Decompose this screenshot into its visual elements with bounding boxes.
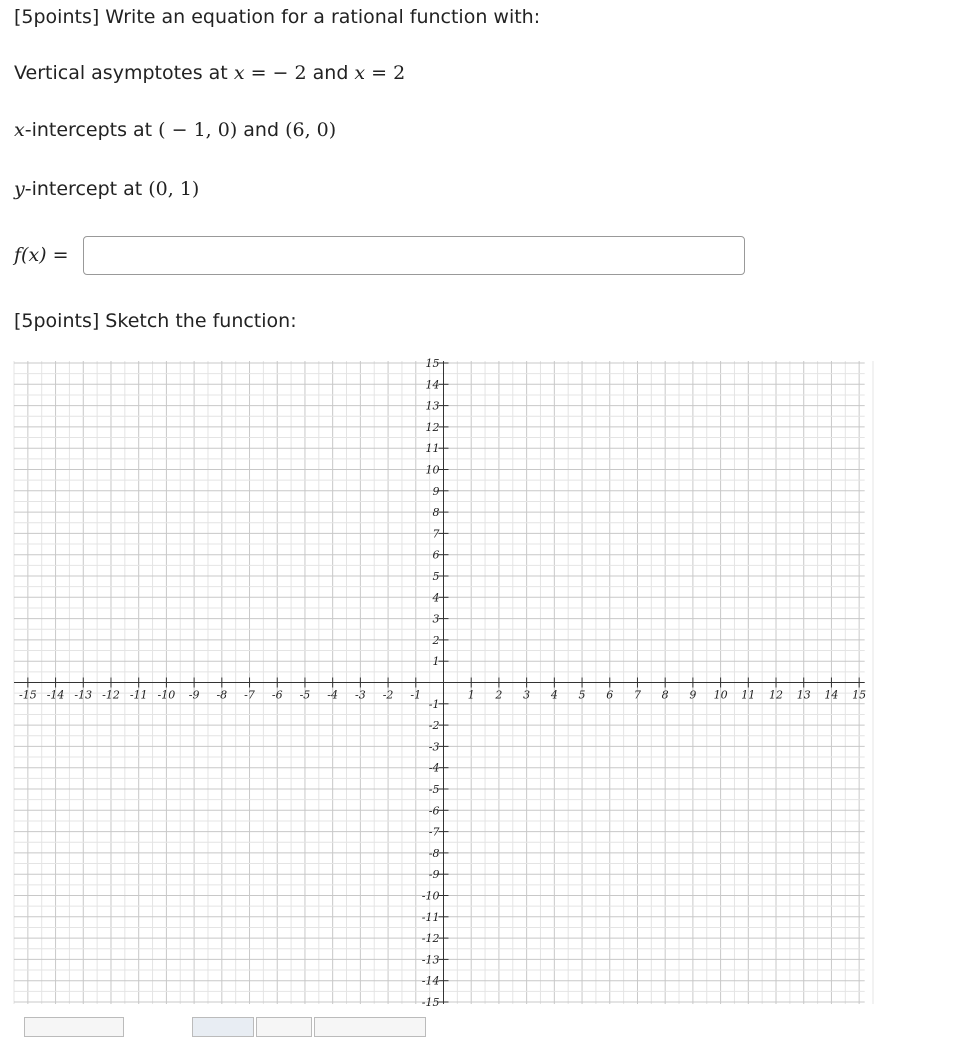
x-tick-label: -7	[244, 688, 255, 702]
sketch-graph[interactable]	[0, 355, 973, 1024]
va-eq-1: =	[244, 62, 273, 84]
x-tick-label: -9	[188, 688, 200, 702]
x-tick-label: -11	[129, 688, 148, 702]
y-tick-label: 7	[432, 527, 440, 541]
x-tick-label: -15	[18, 688, 37, 702]
tool-button-1[interactable]	[24, 1017, 124, 1037]
x-tick-label: 10	[713, 688, 728, 702]
xint-value-2: (6, 0)	[285, 119, 337, 141]
x-tick-label: 15	[852, 688, 867, 702]
va-var-2: x	[354, 62, 366, 84]
x-tick-label: 3	[523, 688, 531, 702]
y-tick-label: 1	[432, 655, 440, 669]
x-tick-label: -6	[271, 688, 283, 702]
tool-button-2[interactable]	[192, 1017, 254, 1037]
answer-row	[14, 244, 69, 266]
x-tick-label: -4	[327, 688, 339, 702]
x-tick-label: 4	[550, 688, 558, 702]
answer-input[interactable]	[83, 236, 745, 275]
x-tick-label: -8	[216, 688, 228, 702]
y-tick-label: 13	[425, 399, 440, 413]
x-tick-label: 2	[495, 688, 503, 702]
y-tick-label: 4	[432, 591, 440, 605]
va-value-1: − 2	[272, 62, 307, 84]
x-tick-label: 6	[606, 688, 614, 702]
y-tick-label: 15	[425, 357, 440, 370]
yint-label: -intercept at	[24, 178, 149, 200]
y-tick-label: -11	[421, 910, 440, 924]
vertical-asymptotes-line	[14, 62, 405, 84]
question1-prompt: [5points] Write an equation for a rational function with:	[14, 6, 541, 28]
y-tick-label: -3	[428, 740, 440, 754]
y-intercept-line	[14, 178, 199, 200]
x-tick-label: -10	[157, 688, 176, 702]
va-label: Vertical asymptotes at	[14, 62, 234, 84]
y-tick-label: -10	[421, 889, 440, 903]
y-tick-label: -15	[421, 996, 440, 1009]
va-eq-2: =	[365, 62, 394, 84]
y-tick-label: -9	[428, 868, 440, 882]
x-tick-label: 7	[633, 688, 641, 702]
x-tick-label: -3	[355, 688, 366, 702]
xint-label: -intercepts at	[24, 119, 159, 141]
x-tick-label: 11	[741, 688, 756, 702]
x-intercepts-line	[14, 119, 336, 141]
tool-button-3[interactable]	[256, 1017, 312, 1037]
answer-equals: =	[46, 244, 69, 266]
y-tick-label: -7	[428, 825, 440, 839]
y-tick-label: 6	[432, 548, 440, 562]
y-tick-label: -4	[428, 761, 440, 775]
y-tick-label: 9	[432, 484, 440, 498]
x-tick-label: -13	[74, 688, 93, 702]
x-tick-label: 9	[689, 688, 697, 702]
y-tick-label: -8	[428, 846, 440, 860]
x-tick-label: -14	[46, 688, 65, 702]
x-tick-label: -1	[410, 688, 422, 702]
y-tick-label: 5	[432, 570, 440, 583]
x-tick-label: 13	[796, 688, 811, 702]
y-tick-label: 3	[432, 612, 440, 626]
y-tick-label: -12	[421, 932, 440, 946]
va-value-2: 2	[393, 62, 406, 84]
x-tick-label: -12	[102, 688, 120, 702]
y-tick-label: -5	[428, 783, 440, 796]
y-tick-label: -13	[421, 953, 440, 967]
x-tick-label: 1	[467, 688, 475, 702]
tool-button-4[interactable]	[314, 1017, 426, 1037]
va-var-1: x	[233, 62, 245, 84]
xint-and: and	[237, 119, 286, 141]
x-tick-label: 12	[769, 688, 784, 702]
y-tick-label: 12	[425, 420, 440, 434]
x-tick-label: -2	[382, 688, 394, 702]
y-tick-label: -14	[421, 974, 440, 988]
x-tick-label: -5	[299, 688, 311, 702]
y-tick-label: -6	[428, 804, 440, 818]
va-and: and	[306, 62, 355, 84]
y-tick-label: 8	[432, 506, 440, 520]
graph-canvas[interactable]	[0, 355, 973, 1024]
answer-label: f(x)	[14, 244, 47, 266]
question2-prompt: [5points] Sketch the function:	[14, 310, 297, 332]
y-tick-label: -2	[428, 719, 440, 733]
y-tick-label: 2	[432, 633, 440, 647]
x-tick-label: 5	[578, 688, 586, 702]
y-tick-label: 11	[425, 442, 440, 456]
y-tick-label: 10	[425, 463, 440, 477]
y-tick-label: 14	[425, 378, 440, 392]
yint-var: y	[14, 178, 25, 200]
x-tick-label: 14	[824, 688, 839, 702]
xint-value-1: ( − 1, 0)	[158, 119, 238, 141]
y-tick-label: -1	[428, 697, 440, 711]
x-tick-label: 8	[661, 688, 669, 702]
yint-value: (0, 1)	[148, 178, 200, 200]
xint-var: x	[14, 119, 25, 141]
